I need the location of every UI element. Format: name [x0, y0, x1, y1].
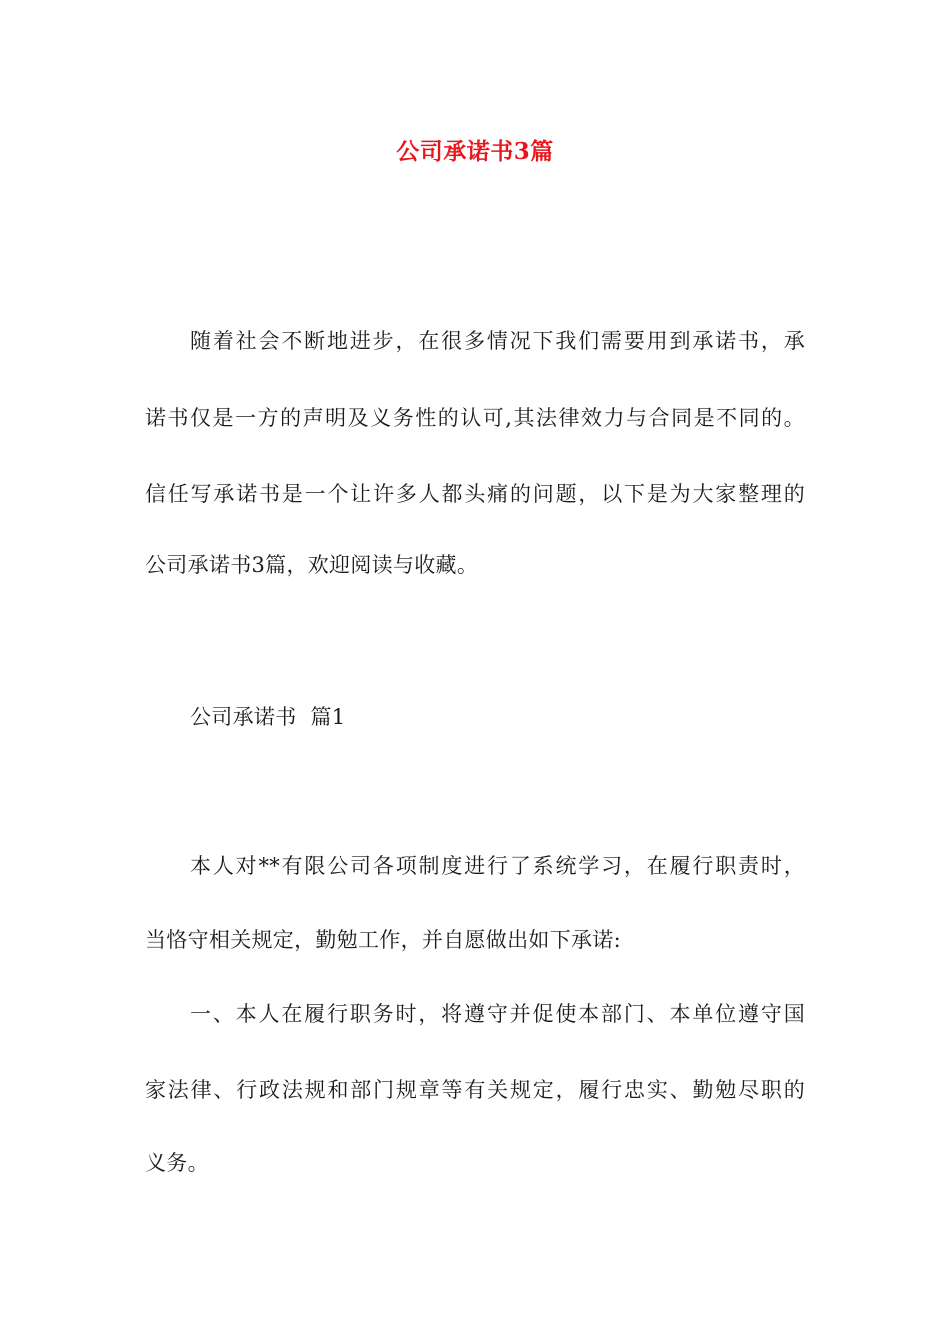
body-line-4: 家法律、行政法规和部门规章等有关规定，履行忠实、勤勉尽职的 — [145, 1078, 805, 1102]
document-title: 公司承诺书3篇 — [396, 138, 554, 165]
intro-line-2: 诺书仅是一方的声明及义务性的认可,其法律效力与合同是不同的。 — [145, 406, 805, 430]
body-line-1: 本人对**有限公司各项制度进行了系统学习，在履行职责时， — [190, 854, 805, 878]
intro-line-3: 信任写承诺书是一个让许多人都头痛的问题，以下是为大家整理的 — [145, 482, 805, 506]
intro-line-4: 公司承诺书3篇，欢迎阅读与收藏。 — [145, 553, 479, 577]
body-line-5: 义务。 — [145, 1151, 209, 1175]
intro-line-1: 随着社会不断地进步，在很多情况下我们需要用到承诺书，承 — [190, 329, 805, 353]
body-line-2: 当恪守相关规定，勤勉工作，并自愿做出如下承诺: — [145, 928, 621, 952]
body-line-3: 一、本人在履行职务时，将遵守并促使本部门、本单位遵守国 — [190, 1002, 805, 1026]
section-heading: 公司承诺书 篇1 — [190, 705, 346, 729]
